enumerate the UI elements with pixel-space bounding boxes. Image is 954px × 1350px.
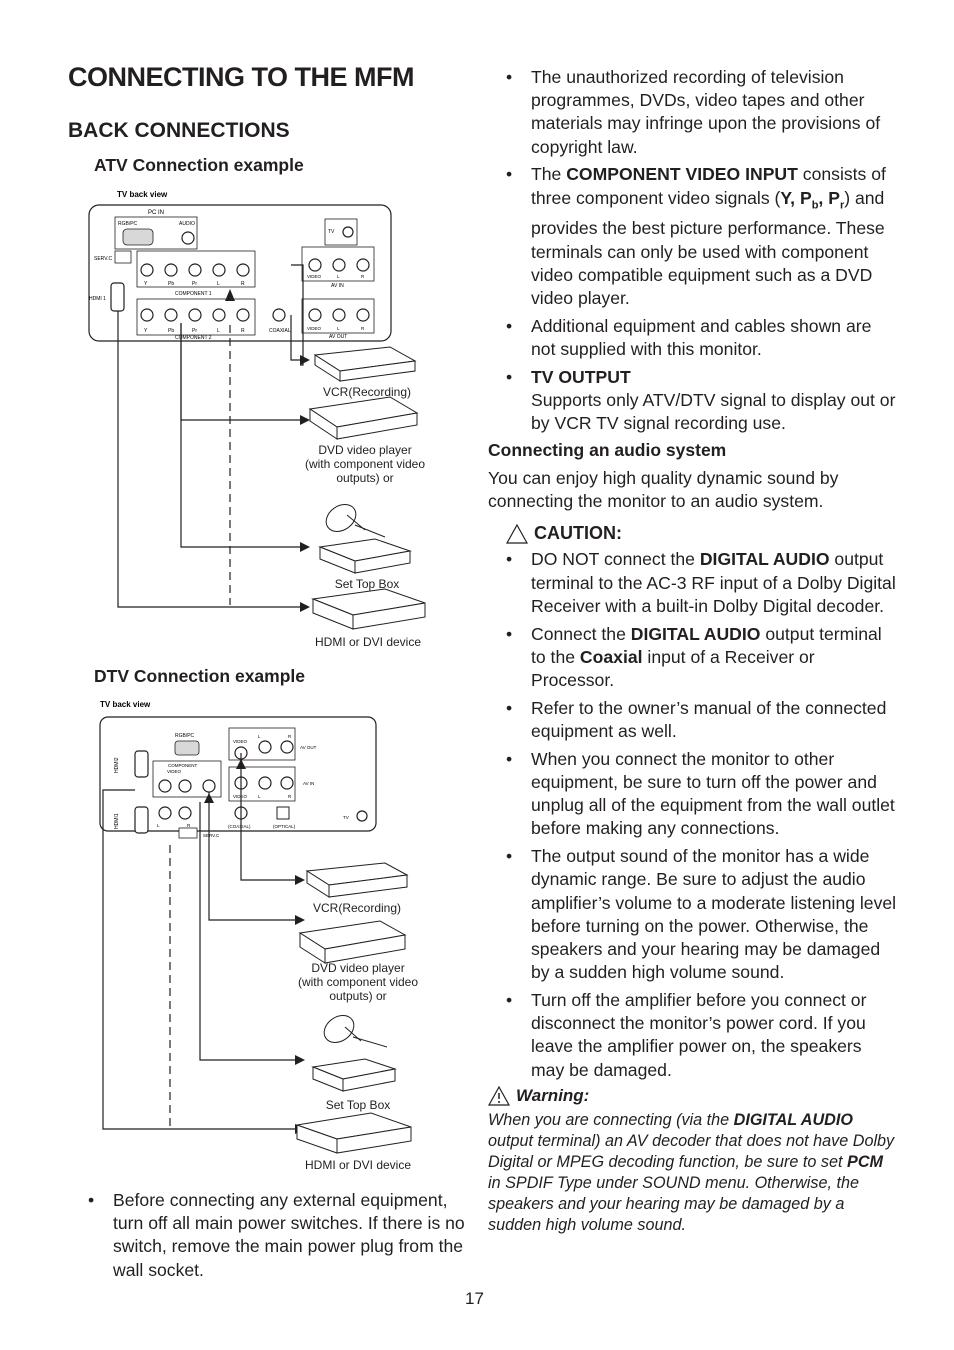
- svg-text:L: L: [337, 326, 340, 331]
- svg-text:R: R: [361, 326, 365, 331]
- svg-text:VIDEO: VIDEO: [167, 769, 182, 774]
- svg-text:Pb: Pb: [168, 281, 175, 287]
- svg-text:Y: Y: [144, 281, 148, 287]
- caution-item-2: • Connect the DIGITAL AUDIO output terminal to the Coaxial input of a Receiver or Processor.: [486, 623, 898, 693]
- atv-coaxial-label: COAXIAL: [269, 328, 291, 334]
- dtv-hdmi1-label: HDMI1: [114, 813, 120, 829]
- atv-tv-back-label: TV back view: [117, 190, 168, 199]
- atv-hdmi1-label: HDMI 1: [89, 296, 106, 302]
- dtv-dvd-label: DVD video player (with component video outputs) or: [297, 961, 419, 1003]
- section-title: BACK CONNECTIONS: [68, 119, 290, 142]
- warning-triangle-icon: [488, 1086, 510, 1106]
- atv-vga-port: [123, 229, 153, 245]
- svg-text:Y: Y: [144, 328, 148, 334]
- caution-item-1: • DO NOT connect the DIGITAL AUDIO output terminal to the AC-3 RF input of a Dolby Digital Receiver with a built-in Dolby Digital decoder.: [486, 548, 898, 618]
- dtv-tv-back-label: TV back view: [100, 700, 151, 709]
- atv-audio-label: AUDIO: [179, 221, 195, 227]
- page-title: CONNECTING TO THE MFM: [68, 62, 414, 92]
- atv-rgb-pc-label: RGB/PC: [118, 221, 138, 227]
- caution-triangle-icon: [506, 524, 528, 544]
- atv-heading: ATV Connection example: [94, 155, 304, 175]
- atv-component2-label: COMPONENT 2: [175, 335, 212, 341]
- svg-text:AV OUT: AV OUT: [300, 745, 317, 750]
- atv-hdmi-device-label: HDMI or DVI device: [314, 635, 422, 649]
- atv-vcr-label: VCR(Recording): [322, 385, 412, 399]
- atv-tv-antenna-jack: [343, 227, 353, 237]
- bullet-additional-equipment: • Additional equipment and cables shown are not supplied with this monitor.: [486, 315, 898, 361]
- svg-text:VIDEO: VIDEO: [233, 794, 248, 799]
- atv-dvd-label: DVD video player (with component video outputs) or: [304, 443, 426, 485]
- caution-item-3: • Refer to the owner’s manual of the connected equipment as well.: [486, 697, 898, 743]
- dtv-rgb-pc-label: RGB/PC: [175, 733, 195, 739]
- atv-component1-label: COMPONENT 1: [175, 291, 212, 297]
- atv-satellite-dish-icon: [321, 499, 361, 537]
- atv-serv-c-label: SERV.C: [94, 256, 113, 262]
- svg-text:R: R: [361, 274, 365, 279]
- svg-text:Pb: Pb: [168, 328, 175, 334]
- svg-text:L: L: [258, 794, 261, 799]
- svg-text:R: R: [241, 281, 245, 287]
- svg-text:L: L: [157, 823, 160, 828]
- svg-text:COMPONENT: COMPONENT: [168, 763, 198, 768]
- dtv-heading: DTV Connection example: [94, 666, 306, 686]
- bullet-tv-output: • TV OUTPUT Supports only ATV/DTV signal to display out or by VCR TV signal recording use.: [486, 366, 898, 436]
- svg-text:(OPTICAL): (OPTICAL): [273, 824, 296, 829]
- svg-text:R: R: [288, 794, 292, 799]
- audio-paragraph: You can enjoy high quality dynamic sound by connecting the monitor to an audio system.: [488, 467, 839, 512]
- dtv-hdmi2-port: [135, 751, 148, 777]
- svg-text:R: R: [241, 328, 245, 334]
- svg-text:VIDEO: VIDEO: [233, 739, 248, 744]
- right-column: [488, 66, 898, 1236]
- page-number: 17: [465, 1289, 484, 1308]
- svg-text:R: R: [187, 823, 191, 828]
- left-bullet-list: [68, 1189, 468, 1286]
- svg-text:L: L: [258, 734, 261, 739]
- bullet-component-video: • The COMPONENT VIDEO INPUT consists of three component video signals (Y, $P_b$, $P_r$) and provides the best picture performance. These terminals can only be used with component video compatible equipment such as a DVD video player.: [486, 163, 898, 310]
- atv-tv-label: TV: [328, 229, 335, 235]
- svg-text:VIDEO: VIDEO: [307, 326, 322, 331]
- caution-heading: CAUTION:: [506, 523, 898, 544]
- svg-text:R: R: [288, 734, 292, 739]
- caution-item-5: • The output sound of the monitor has a wide dynamic range. Be sure to adjust the audio amplifier’s volume to a moderate listening level before turning on the power. Otherwise, the speakers and your hearing may be damaged by a sudden high volume sound.: [486, 845, 898, 984]
- atv-pc-in-label: PC IN: [148, 210, 165, 216]
- svg-text:SERV.C: SERV.C: [203, 833, 220, 838]
- bullet-before-connecting: • Before connecting any external equipment, turn off all main power switches. If there is no switch, remove the main power plug from the wall socket.: [68, 1189, 468, 1282]
- dtv-hdmi1-port: [135, 807, 148, 833]
- audio-heading: Connecting an audio system: [488, 439, 727, 460]
- dtv-satellite-dish-icon: [319, 1010, 359, 1048]
- bullet-unauthorized-recording: • The unauthorized recording of television programmes, DVDs, video tapes and other materials may infringe upon the provisions of copyright law.: [486, 66, 898, 159]
- svg-text:VIDEO: VIDEO: [307, 274, 322, 279]
- atv-stb-label: Set Top Box: [334, 577, 400, 591]
- svg-text:Pr: Pr: [192, 281, 197, 287]
- svg-text:(COAXIAL): (COAXIAL): [228, 824, 251, 829]
- atv-audio-jack: [182, 232, 194, 244]
- atv-av-in-label: AV IN: [331, 283, 344, 289]
- caution-item-6: • Turn off the amplifier before you connect or disconnect the monitor’s power cord. If you leave the amplifier power on, the speakers may be damaged.: [486, 989, 898, 1082]
- dtv-connection-diagram: [95, 695, 455, 1165]
- atv-av-out-label: AV OUT: [329, 334, 348, 340]
- dtv-stb-label: Set Top Box: [325, 1098, 391, 1112]
- svg-text:AV IN: AV IN: [303, 781, 315, 786]
- atv-hdmi1-port: [111, 283, 124, 311]
- dtv-vcr-label: VCR(Recording): [312, 901, 402, 915]
- dtv-hdmi-device-label: HDMI or DVI device: [304, 1158, 412, 1172]
- warning-text: When you are connecting (via the DIGITAL AUDIO output terminal) an AV decoder that does not have Dolby Digital or MPEG decoding function, be sure to set PCM in SPDIF Type under SOUND menu. Otherwise, the speakers and your hearing may be damaged by a sudden high volume sound.: [488, 1111, 895, 1235]
- svg-text:L: L: [337, 274, 340, 279]
- caution-item-4: • When you connect the monitor to other equipment, be sure to turn off the power and unplug all of the equipment from the wall outlet before making any connections.: [486, 748, 898, 841]
- svg-text:L: L: [217, 328, 220, 334]
- svg-text:L: L: [217, 281, 220, 287]
- warning-heading: Warning:: [488, 1086, 898, 1106]
- dtv-hdmi2-label: HDMI2: [114, 757, 120, 773]
- svg-text:TV: TV: [343, 815, 349, 820]
- svg-text:Pr: Pr: [192, 328, 197, 334]
